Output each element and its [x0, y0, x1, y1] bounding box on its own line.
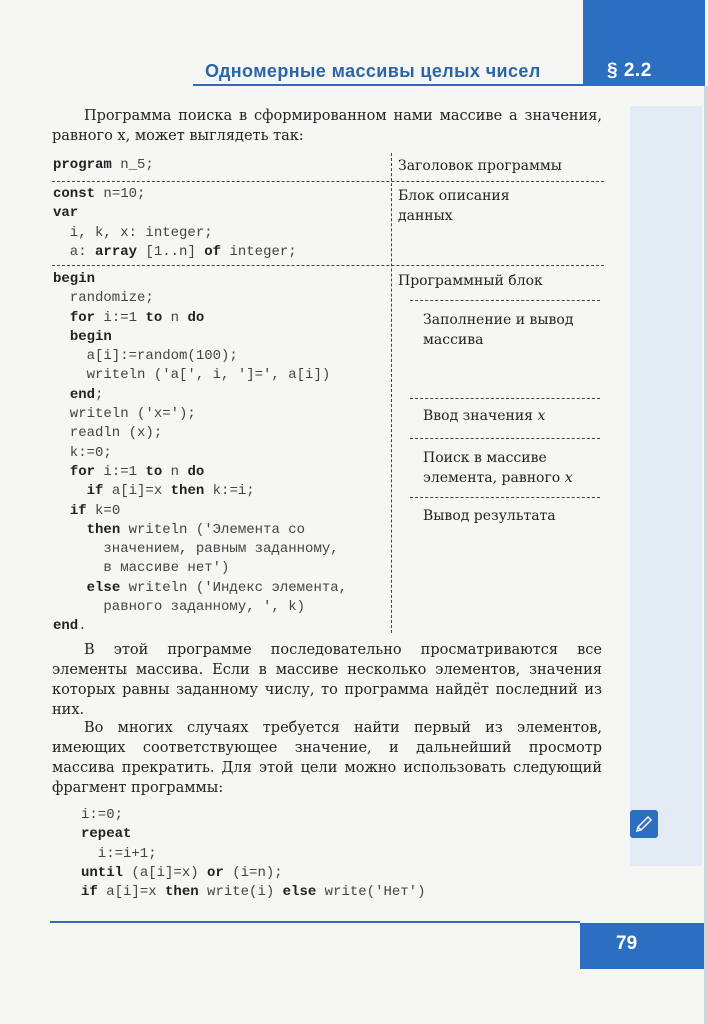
comment-search [423, 449, 603, 488]
keyword: for [69, 309, 96, 326]
keyword: else [282, 884, 317, 901]
code-text: k:=0; [53, 444, 112, 461]
code-text: randomize; [53, 290, 154, 307]
code-line [53, 617, 347, 636]
keyword: array [95, 243, 138, 260]
code-line [53, 243, 297, 262]
keyword: if [81, 884, 98, 901]
code-line [53, 540, 347, 559]
code-text: n [162, 463, 188, 480]
keyword: end [53, 618, 79, 635]
pencil-icon [630, 810, 658, 838]
keyword: for [69, 463, 96, 480]
header-divider [193, 84, 583, 86]
code-line [53, 185, 297, 204]
keyword: end [69, 386, 96, 403]
code-text [53, 329, 70, 345]
code-line [53, 444, 347, 463]
keyword: until [81, 864, 124, 881]
code-text: a[i]=x [103, 483, 171, 500]
keyword: begin [69, 328, 112, 345]
code-line [81, 825, 425, 844]
keyword: to [145, 463, 163, 480]
sub-divider [410, 398, 600, 399]
keyword: if [69, 502, 87, 519]
explanation-text: В этой программе последовательно просматриваются все элементы массива. Если в массиве несколько элементов, значения которых равны заданному числу, то программа найдёт последний из них. [52, 642, 602, 718]
variable: x [564, 469, 573, 486]
code-line [53, 224, 297, 243]
keyword: or [207, 864, 224, 881]
code-text: n=10; [95, 186, 146, 202]
margin-band [630, 106, 702, 866]
section-number: § 2.2 [607, 60, 652, 81]
keyword: const [53, 186, 96, 202]
code-line [53, 598, 347, 617]
page-edge [704, 86, 708, 1024]
keyword: if [86, 483, 104, 500]
code-text: [1..n] [137, 243, 205, 260]
code-line [53, 328, 347, 347]
comment-output: Вывод результата [423, 508, 556, 524]
keyword: var [53, 205, 79, 222]
declarations-block [53, 185, 297, 262]
code-text: a: [53, 243, 96, 260]
code-text: writeln ('x='); [53, 406, 196, 423]
code-line [53, 309, 347, 328]
keyword: else [86, 579, 121, 596]
keyword: then [165, 884, 199, 901]
code-text [53, 522, 87, 538]
comment-input-text: Ввод значения [423, 408, 534, 424]
sub-divider [410, 300, 600, 301]
code-line [53, 289, 347, 308]
comment-input [423, 407, 545, 427]
table-divider [52, 181, 604, 182]
keyword: begin [53, 271, 96, 287]
code-text: k=0 [86, 502, 121, 519]
keyword: of [204, 243, 222, 260]
keyword: to [145, 309, 163, 326]
code-text: n [162, 309, 188, 326]
code-text: i:=i+1; [81, 845, 157, 862]
code-text: (a[i]=x) [123, 864, 208, 881]
keyword: program [53, 157, 112, 173]
column-divider [391, 153, 392, 633]
code-text: a[i]=x [97, 884, 166, 901]
comment-declarations: Блок описания данных [398, 188, 510, 224]
explanation-text: Во многих случаях требуется найти первый из элементов, имеющих соответствующее значение, и дальнейший просмотр массива прекратить. Для этой цели можно использовать следующий фрагмент программы: [52, 720, 602, 796]
code-line [53, 559, 347, 578]
intro-paragraph [52, 106, 602, 146]
comment-fill: Заполнение и вывод массива [423, 312, 574, 348]
code-line [53, 463, 347, 482]
explanation-paragraph-2 [52, 718, 602, 798]
code-line [53, 482, 347, 501]
code-text [53, 580, 87, 596]
code-text: i:=1 [95, 309, 146, 326]
code-text: writeln ('Элемента со [120, 521, 306, 538]
program-body-block [53, 270, 347, 637]
code-text: n_5; [111, 157, 154, 173]
page-number-box [580, 923, 704, 969]
code-line [53, 270, 347, 289]
code-line [53, 366, 347, 385]
page-title: Одномерные массивы целых чисел [205, 61, 541, 81]
code-line [53, 386, 347, 405]
comment-search-text: Поиск в массиве элемента, равного [423, 450, 561, 486]
program-header-line [53, 156, 154, 175]
code-text [53, 503, 70, 519]
keyword: do [187, 309, 205, 326]
code-line [81, 883, 425, 902]
keyword: then [86, 521, 121, 538]
code-text: (i=n); [223, 864, 283, 881]
page-number: 79 [616, 933, 638, 954]
code-text: i:=0; [81, 807, 124, 823]
code-text: integer; [221, 243, 297, 260]
keyword: then [170, 483, 205, 500]
code-text: в массиве нет') [53, 560, 230, 577]
keyword: repeat [81, 826, 132, 843]
code-text [53, 464, 70, 480]
code-line [53, 204, 297, 223]
code-line [81, 864, 425, 883]
code-text: a[i]:=random(100); [53, 348, 238, 365]
sub-divider [410, 438, 600, 439]
code-text: writeln ('a[', i, ']=', a[i]) [53, 367, 331, 384]
code-text: readln (x); [53, 425, 163, 442]
code-text: i, k, x: integer; [53, 224, 213, 241]
code-fragment [81, 806, 425, 902]
comment-header: Заголовок программы [398, 158, 562, 174]
explanation-paragraph-1 [52, 640, 602, 720]
code-text: write(i) [198, 884, 283, 901]
code-line [53, 424, 347, 443]
code-text: ; [95, 386, 104, 403]
code-text [53, 483, 87, 499]
keyword: do [187, 463, 205, 480]
code-text: k:=i; [204, 483, 255, 500]
code-text: write('Нет') [316, 884, 426, 901]
variable: x [537, 408, 546, 424]
code-text [53, 310, 70, 326]
code-line [53, 521, 347, 540]
code-text: . [78, 618, 87, 635]
code-line [53, 579, 347, 598]
code-line [81, 806, 425, 825]
code-line [53, 405, 347, 424]
code-text [53, 387, 70, 403]
intro-text: Программа поиска в сформированном нами массиве a значения, равного x, может выглядеть так: [52, 108, 602, 144]
code-line [53, 502, 347, 521]
code-text: равного заданному, ', k) [53, 599, 306, 616]
table-divider [52, 265, 604, 266]
code-text: значением, равным заданному, [53, 541, 339, 558]
sub-divider [410, 497, 600, 498]
comment-body: Программный блок [398, 273, 543, 289]
code-line [81, 845, 425, 864]
code-text: writeln ('Индекс элемента, [120, 579, 348, 596]
footer-divider [50, 921, 580, 923]
code-text: i:=1 [95, 463, 146, 480]
code-line [53, 347, 347, 366]
